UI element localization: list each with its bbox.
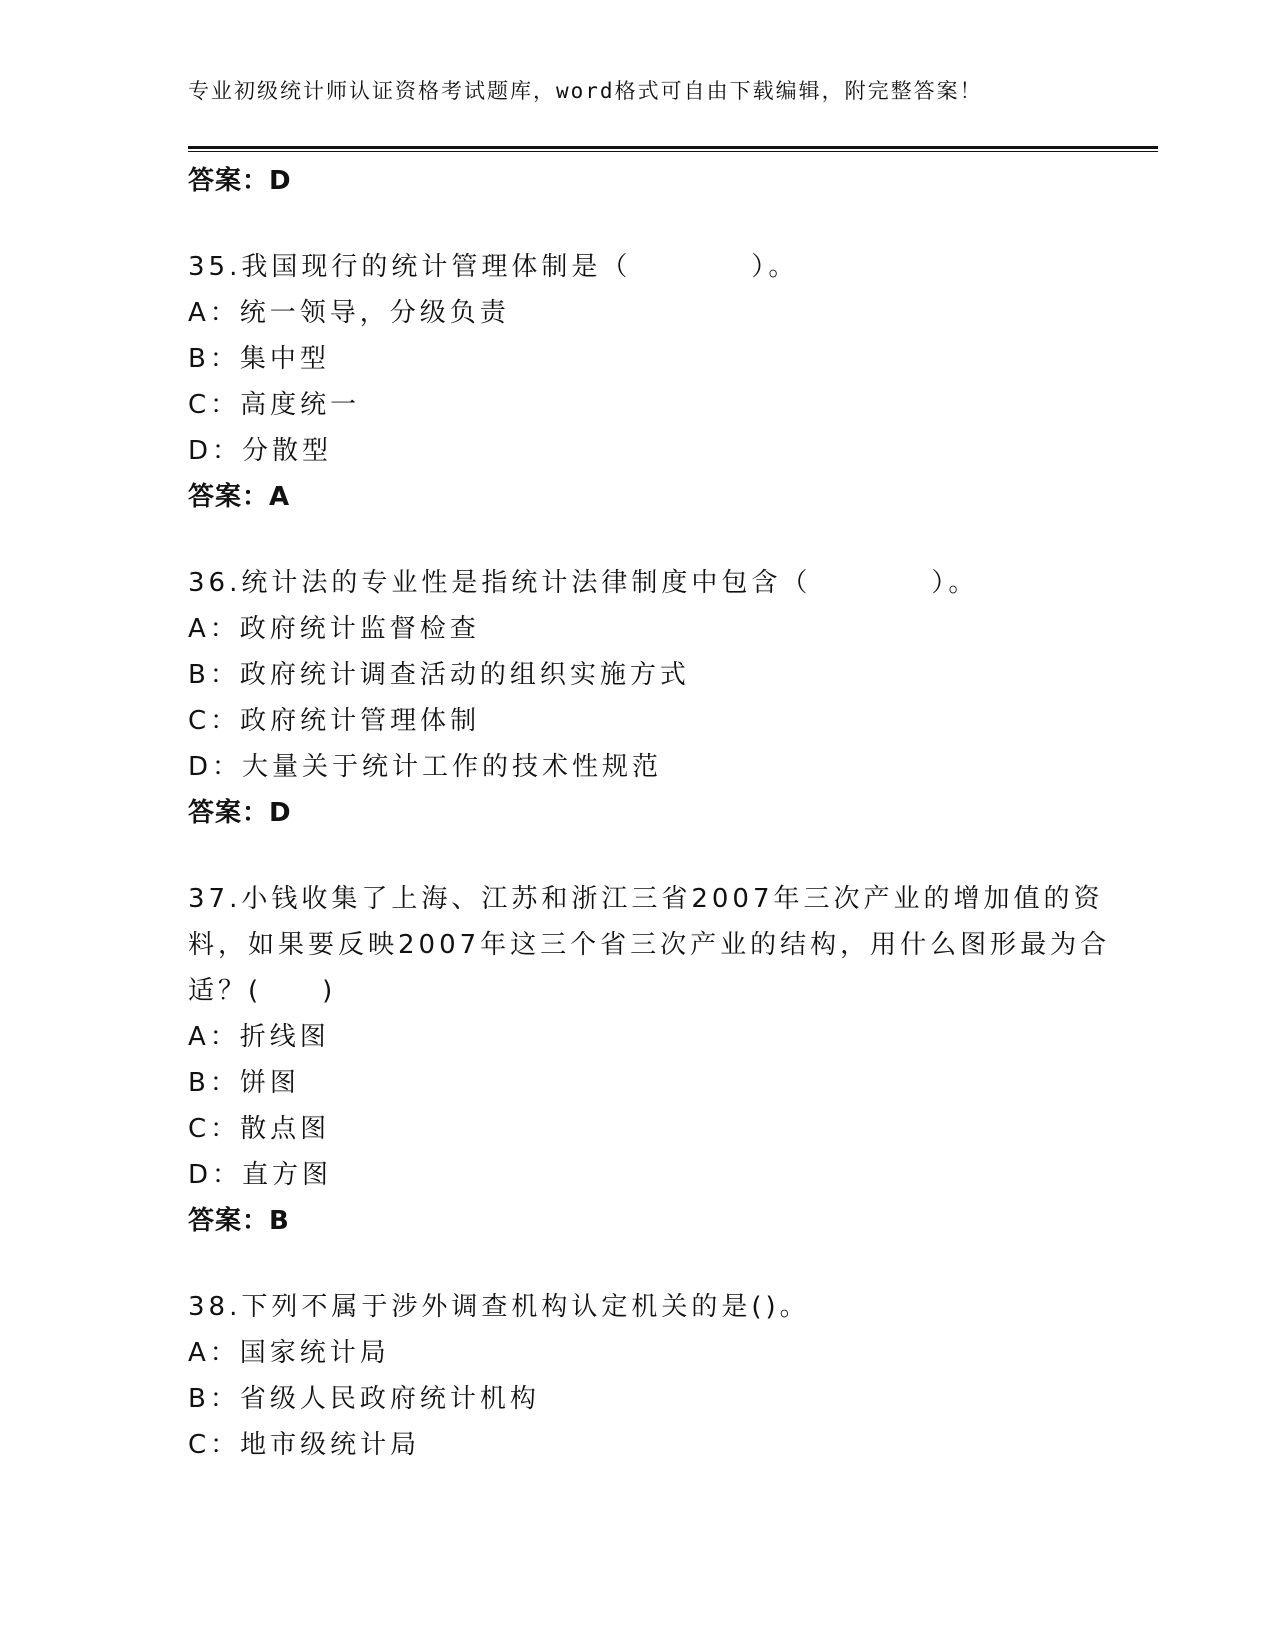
- option-a: A：政府统计监督检查: [188, 614, 480, 644]
- question-stem: 35.我国现行的统计管理体制是（ ）。: [188, 252, 799, 282]
- question-item: [188, 560, 1088, 836]
- option-a: A：国家统计局: [188, 1338, 390, 1368]
- header-rule: [188, 146, 1158, 149]
- answer-line: 答案：B: [188, 1206, 290, 1236]
- option-d: D：分散型: [188, 436, 333, 466]
- answer-line: 答案：D: [188, 166, 292, 196]
- question-item: [188, 876, 1111, 1244]
- question-list: [188, 158, 1111, 1468]
- question-item: [188, 1284, 1088, 1468]
- option-b: B：政府统计调查活动的组织实施方式: [188, 660, 690, 690]
- option-a: A：折线图: [188, 1022, 330, 1052]
- question-stem-line: 料，如果要反映2007年这三个省三次产业的结构，用什么图形最为合: [188, 930, 1111, 960]
- question-stem: 38.下列不属于涉外调查机构认定机关的是()。: [188, 1292, 810, 1322]
- option-b: B：省级人民政府统计机构: [188, 1384, 540, 1414]
- question-stem-line: 37.小钱收集了上海、江苏和浙江三省2007年三次产业的增加值的资: [188, 884, 1104, 914]
- option-c: C：政府统计管理体制: [188, 706, 481, 736]
- option-c: C：高度统一: [188, 390, 361, 420]
- option-b: B：集中型: [188, 344, 330, 374]
- option-b: B：饼图: [188, 1068, 300, 1098]
- answer-line: 答案：D: [188, 798, 292, 828]
- question-stem: 36.统计法的专业性是指统计法律制度中包含（ ）。: [188, 568, 979, 598]
- option-d: D：直方图: [188, 1160, 333, 1190]
- page-header: 专业初级统计师认证资格考试题库，word格式可自由下载编辑，附完整答案！: [188, 79, 983, 103]
- header-rule-thin: [188, 151, 1158, 152]
- option-a: A：统一领导，分级负责: [188, 298, 510, 328]
- question-stem-line: 适？( ): [188, 976, 337, 1006]
- option-c: C：散点图: [188, 1114, 331, 1144]
- question-item: [188, 244, 1088, 520]
- option-d: D：大量关于统计工作的技术性规范: [188, 752, 663, 782]
- option-c: C：地市级统计局: [188, 1430, 421, 1460]
- answer-line: 答案：A: [188, 482, 291, 512]
